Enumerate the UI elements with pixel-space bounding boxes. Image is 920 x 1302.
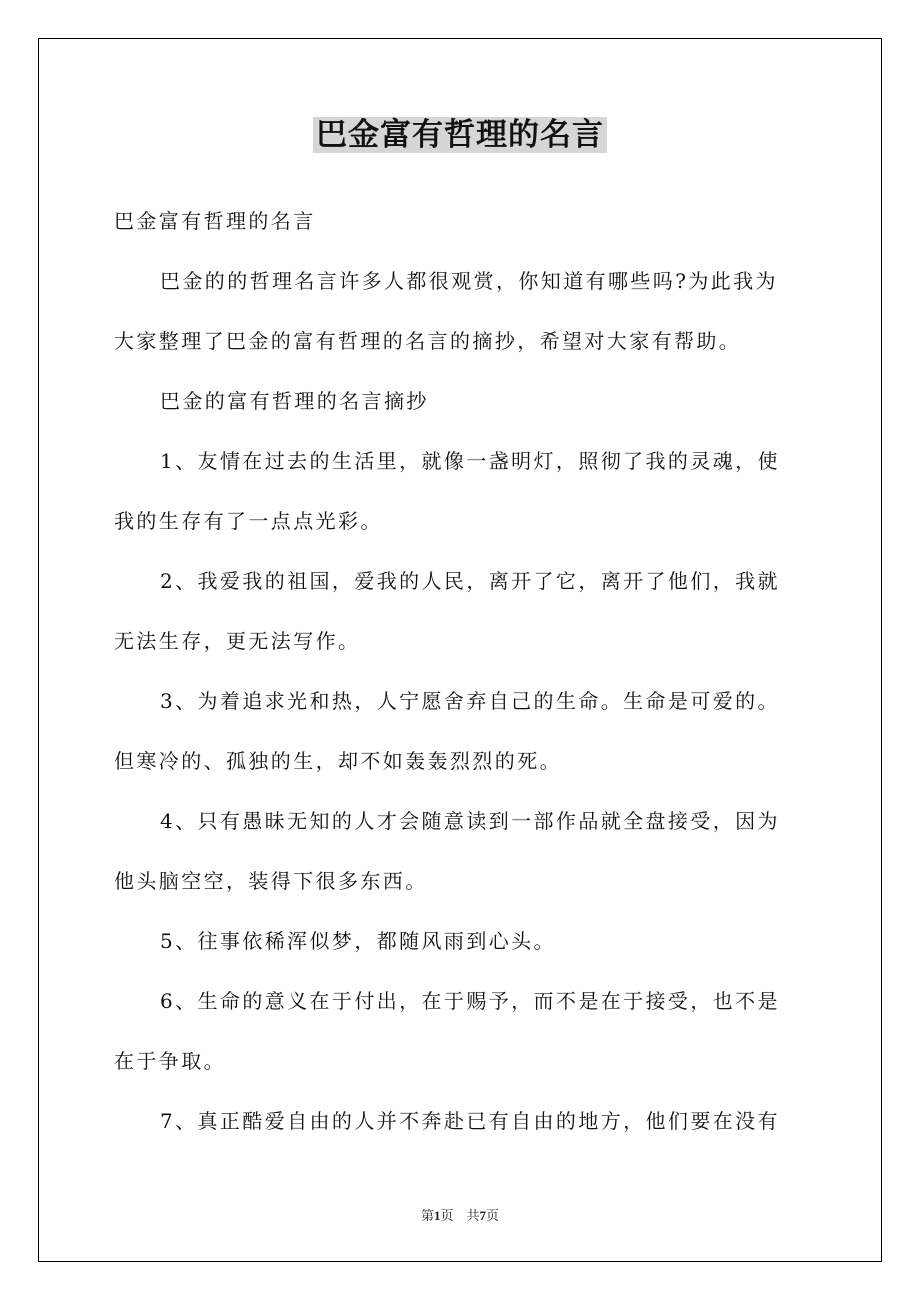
title-text: 巴金富有哲理的名言 — [313, 117, 607, 153]
quote-paragraph: 1、友情在过去的生活里，就像一盏明灯，照彻了我的灵魂，使我的生存有了一点点光彩。 — [114, 449, 780, 533]
quote-paragraph: 5、往事依稀浑似梦，都随风雨到心头。 — [160, 929, 556, 953]
quote-paragraph: 3、为着追求光和热，人宁愿舍弃自己的生命。生命是可爱的。但寒冷的、孤独的生，却不如轰轰烈烈的死。 — [114, 689, 780, 773]
quote-paragraph: 6、生命的意义在于付出，在于赐予，而不是在于接受，也不是在于争取。 — [114, 989, 780, 1073]
page-current: 1 — [433, 1208, 441, 1223]
page-total: 7 — [479, 1208, 486, 1223]
page-prefix: 第 — [420, 1208, 434, 1223]
intro-paragraph: 巴金的的哲理名言许多人都很观赏，你知道有哪些吗?为此我为大家整理了巴金的富有哲理的名言的摘抄，希望对大家有帮助。 — [114, 269, 778, 353]
section-heading: 巴金的富有哲理的名言摘抄 — [160, 389, 429, 413]
page-suffix: 页 — [486, 1208, 500, 1223]
document-title — [0, 112, 920, 158]
document-body — [114, 191, 798, 1151]
quote-paragraph: 7、真正酷爱自由的人并不奔赴已有自由的地方，他们要在没有 — [160, 1109, 780, 1133]
quote-paragraph: 2、我爱我的祖国，爱我的人民，离开了它，离开了他们，我就无法生存，更无法写作。 — [114, 569, 780, 653]
page-footer — [0, 1205, 920, 1224]
page-mid: 页 共 — [440, 1208, 480, 1223]
subtitle: 巴金富有哲理的名言 — [114, 209, 316, 233]
quote-paragraph: 4、只有愚昧无知的人才会随意读到一部作品就全盘接受，因为他头脑空空，装得下很多东西。 — [114, 809, 780, 893]
